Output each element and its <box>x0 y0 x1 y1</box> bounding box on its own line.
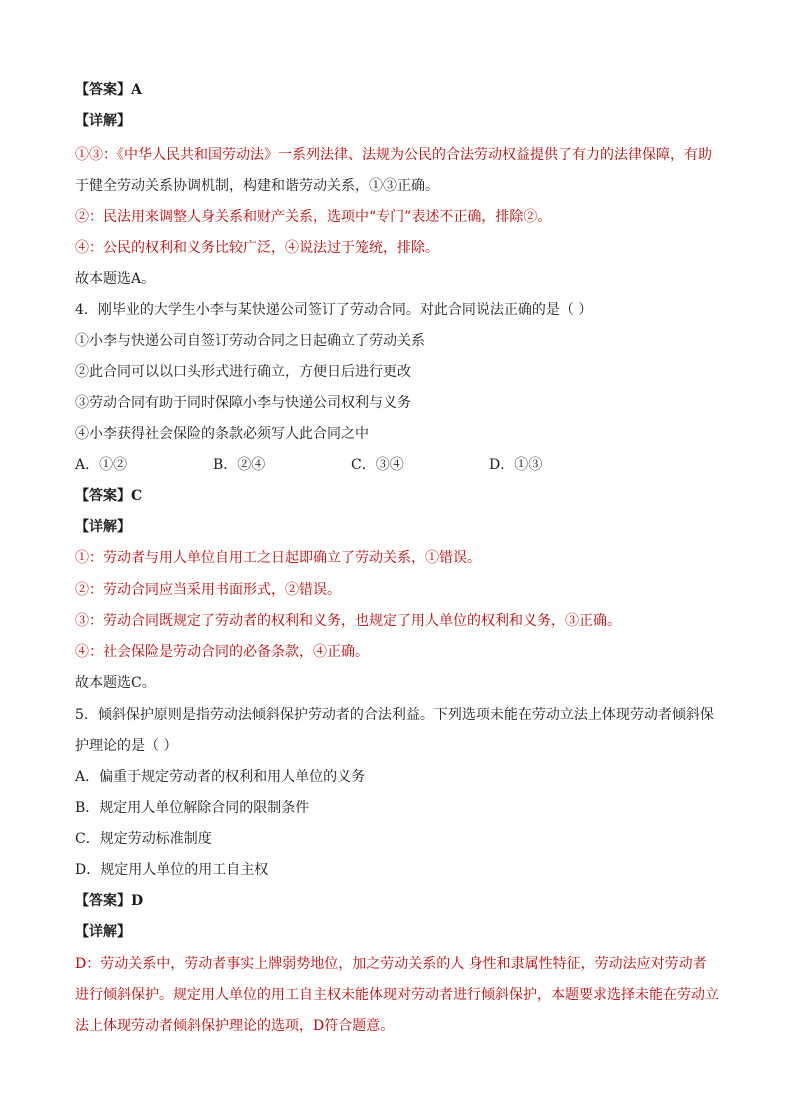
detail-3-line-4: ④：公民的权利和义务比较广泛，④说法过于笼统，排除。 <box>75 240 439 256</box>
detail-3-line-3: ②：民法用来调整人身关系和财产关系，选项中“专门”表述不正确，排除②。 <box>75 209 552 225</box>
q5-option-b: B．规定用人单位解除合同的限制条件 <box>75 800 310 816</box>
detail-5: 【详解】 <box>75 924 131 940</box>
q4-statement-2: ②此合同可以以口头形式进行确立，方便日后进行更改 <box>75 364 411 380</box>
q4-option-b: B．②④ <box>213 457 266 473</box>
q5-option-a: A．偏重于规定劳动者的权利和用人单位的义务 <box>75 769 366 785</box>
detail-4-line-4: ④：社会保险是劳动合同的必备条款，④正确。 <box>75 644 369 660</box>
detail-4-line-1: ①：劳动者与用人单位自用工之日起即确立了劳动关系，①错误。 <box>75 550 481 566</box>
question-4: 4．刚毕业的大学生小李与某快递公司签订了劳动合同。对此合同说法正确的是（ ） <box>75 302 593 318</box>
detail-3-line-1: ①③：《中华人民共和国劳动法》一系列法律、法规为公民的合法劳动权益提供了有力的法律保障，有助 <box>75 147 712 163</box>
ans-5: 【答案】D <box>75 893 144 909</box>
detail-5-line-2: 进行倾斜保护。规定用人单位的用工自主权未能体现对劳动者进行倾斜保护，本题要求选择未能在劳动立 <box>75 987 719 1003</box>
ans-4: 【答案】C <box>75 488 143 504</box>
q4-option-a: A．①② <box>75 457 128 473</box>
q4-statement-4: ④小李获得社会保险的条款必须写人此合同之中 <box>75 426 369 442</box>
q4-options <box>75 455 542 475</box>
question-5-line-1: 5．倾斜保护原则是指劳动法倾斜保护劳动者的合法利益。下列选项未能在劳动立法上体现劳动者倾斜保 <box>75 707 714 723</box>
conclusion-4: 故本题选C。 <box>75 675 156 691</box>
q4-statement-3: ③劳动合同有助于同时保障小李与快递公司权利与义务 <box>75 395 411 411</box>
ans-3: 【答案】A <box>75 82 142 98</box>
detail-4-line-2: ②：劳动合同应当采用书面形式，②错误。 <box>75 582 341 598</box>
q5-option-c: C．规定劳动标准制度 <box>75 831 212 847</box>
detail-5-line-3: 法上体现劳动者倾斜保护理论的选项，D符合题意。 <box>75 1018 395 1034</box>
detail-4: 【详解】 <box>75 519 131 535</box>
q4-option-d: D．①③ <box>489 457 543 473</box>
detail-4-line-3: ③：劳动合同既规定了劳动者的权利和义务，也规定了用人单位的权利和义务，③正确。 <box>75 613 621 629</box>
detail-3-line-2: 于健全劳动关系协调机制，构建和谐劳动关系，①③正确。 <box>75 178 439 194</box>
detail-3: 【详解】 <box>75 113 131 129</box>
question-5-line-2: 护理论的是（ ） <box>75 738 178 754</box>
conclusion-3: 故本题选A。 <box>75 271 156 287</box>
q5-option-d: D．规定用人单位的用工自主权 <box>75 862 269 878</box>
q4-option-c: C．③④ <box>351 457 404 473</box>
detail-5-line-1: D：劳动关系中，劳动者事实上牌弱势地位，加之劳动关系的人 身性和隶属性特征，劳动法应对劳动者 <box>75 956 707 972</box>
q4-statement-1: ①小李与快递公司自签订劳动合同之日起确立了劳动关系 <box>75 333 425 349</box>
